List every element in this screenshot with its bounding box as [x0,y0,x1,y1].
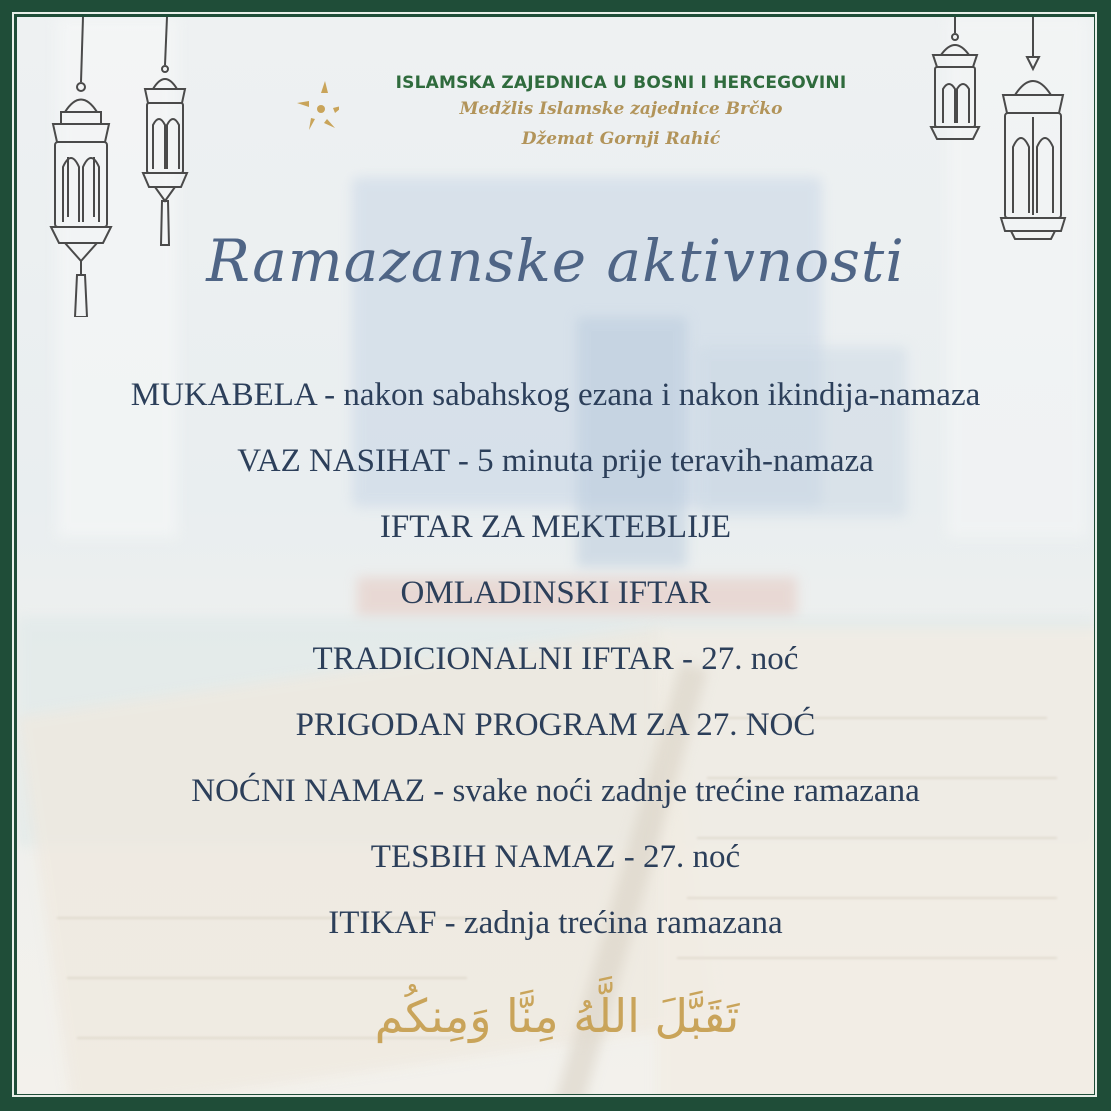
hanging-lantern-icon [987,17,1077,247]
activity-item: IFTAR ZA MEKTEBLIJE [379,509,732,545]
medzlis-name: Medžlis Islamske zajednice Brčko [459,99,783,119]
activity-item: NOĆNI NAMAZ - svake noći zadnje trećine ramazana [191,773,920,809]
activity-item: MUKABELA - nakon sabahskog ezana i nakon ikindija-namaza [130,377,981,413]
activities-list [17,372,1094,966]
activity-item: TESBIH NAMAZ - 27. noć [370,839,741,875]
activity-item: TRADICIONALNI IFTAR - 27. noć [312,641,799,677]
activity-item: ITIKAF - zadnja trećina ramazana [328,905,783,941]
crescent-star-logo [249,53,339,165]
activity-item: OMLADINSKI IFTAR [400,575,711,611]
activity-item: PRIGODAN PROGRAM ZA 27. NOĆ [295,707,816,743]
dzemat-name: Džemat Gornji Rahić [521,129,721,149]
hanging-lantern-icon [135,17,197,247]
hanging-lantern-icon [919,17,989,147]
organization-name: ISLAMSKA ZAJEDNICA U BOSNI I HERCEGOVINI [395,73,847,93]
activity-item: VAZ NASIHAT - 5 minuta prije teravih-namaza [237,443,874,479]
poster-title: Ramazanske aktivnosti [206,227,905,295]
arabic-blessing: تَقَبَّلَ اللَّهُ مِنَّا وَمِنكُم [374,989,740,1043]
organization-header [371,73,871,149]
poster-canvas [17,17,1094,1094]
background-script-line [67,977,467,979]
